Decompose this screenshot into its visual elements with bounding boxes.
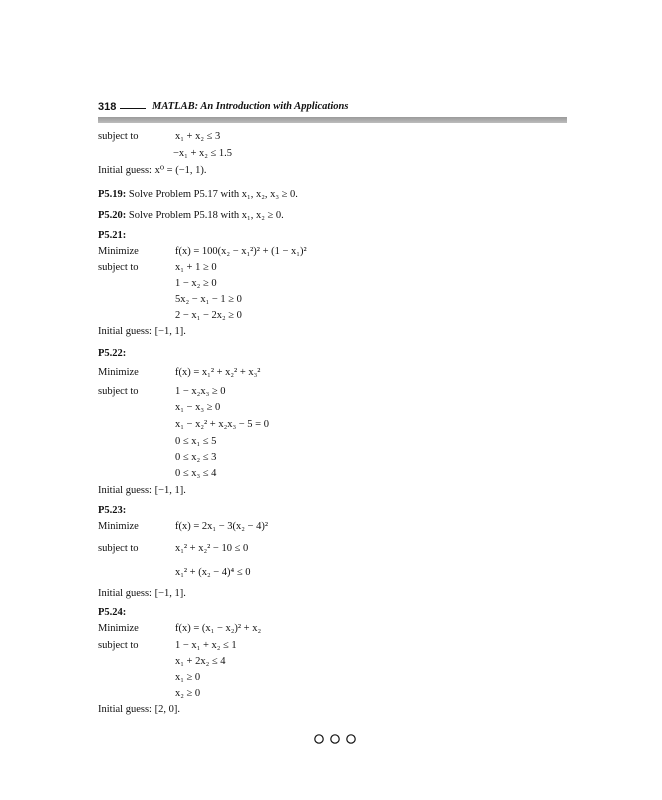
- constraint: 0 ≤ x₂ ≤ 3: [175, 452, 217, 463]
- constraint: x₁ + 1 ≥ 0: [175, 262, 217, 273]
- minimize-label: Minimize: [98, 367, 139, 378]
- subject-to-label: subject to: [98, 386, 139, 397]
- book-title: MATLAB: An Introduction with Applications: [152, 101, 349, 112]
- constraint: −x₁ + x₂ ≤ 1.5: [173, 148, 233, 159]
- problem-text: Solve Problem P5.17 with x₁, x₂, x₃ ≥ 0.: [128, 189, 298, 200]
- objective: f(x) = (x₁ − x₂)² + x₂: [175, 623, 262, 634]
- constraint: x₁ ≥ 0: [175, 672, 201, 683]
- end-ornament-icon: [313, 733, 357, 745]
- constraint: x₁ − x₃ ≥ 0: [175, 402, 221, 413]
- problem-label: P5.22:: [98, 348, 127, 359]
- constraint: 2 − x₁ − 2x₂ ≥ 0: [175, 310, 242, 321]
- subject-to-label: subject to: [98, 131, 139, 142]
- problem-p519: [98, 188, 298, 201]
- constraint: 1 − x₂ ≥ 0: [175, 278, 217, 289]
- objective: f(x) = x₁² + x₂² + x₃²: [175, 367, 261, 378]
- constraint: x₁ + x₂ ≤ 3: [175, 131, 221, 142]
- initial-guess-value: x⁰ = (−1, 1).: [154, 165, 207, 176]
- initial-guess: Initial guess: [−1, 1].: [98, 588, 186, 599]
- constraint: x₁ − x₂² + x₂x₃ − 5 = 0: [175, 419, 269, 430]
- objective: f(x) = 2x₁ − 3(x₂ − 4)²: [175, 521, 268, 532]
- subject-to-label: subject to: [98, 262, 139, 273]
- objective: f(x) = 100(x₂ − x₁²)² + (1 − x₁)²: [175, 246, 307, 257]
- page-number: 318: [98, 101, 117, 113]
- running-header: [98, 101, 567, 115]
- initial-guess-label: Initial guess:: [98, 165, 155, 176]
- subject-to-label: subject to: [98, 543, 139, 554]
- problem-p520: [98, 209, 284, 222]
- constraint: x₁² + (x₂ − 4)⁴ ≤ 0: [175, 567, 251, 578]
- constraint: 0 ≤ x₁ ≤ 5: [175, 436, 217, 447]
- problem-label: P5.24:: [98, 607, 127, 618]
- minimize-label: Minimize: [98, 246, 139, 257]
- initial-guess: Initial guess: [−1, 1].: [98, 485, 186, 496]
- initial-guess: Initial guess: [−1, 1].: [98, 326, 186, 337]
- constraint: x₁ + 2x₂ ≤ 4: [175, 656, 226, 667]
- constraint: 1 − x₂x₃ ≥ 0: [175, 386, 226, 397]
- problem-label: P5.19:: [98, 189, 127, 200]
- constraint: 0 ≤ x₃ ≤ 4: [175, 468, 217, 479]
- problem-label: P5.21:: [98, 230, 127, 241]
- constraint: x₂ ≥ 0: [175, 688, 201, 699]
- initial-guess: Initial guess: [2, 0].: [98, 704, 180, 715]
- subject-to-label: subject to: [98, 640, 139, 651]
- minimize-label: Minimize: [98, 623, 139, 634]
- initial-guess: [98, 164, 207, 177]
- problem-label: P5.23:: [98, 505, 127, 516]
- minimize-label: Minimize: [98, 521, 139, 532]
- problem-label: P5.20:: [98, 210, 127, 221]
- constraint: x₁² + x₂² − 10 ≤ 0: [175, 543, 249, 554]
- header-rule: [98, 117, 567, 123]
- constraint: 5x₂ − x₁ − 1 ≥ 0: [175, 294, 242, 305]
- constraint: 1 − x₁ + x₂ ≤ 1: [175, 640, 237, 651]
- problem-text: Solve Problem P5.18 with x₁, x₂ ≥ 0.: [128, 210, 284, 221]
- header-dash: [120, 108, 146, 109]
